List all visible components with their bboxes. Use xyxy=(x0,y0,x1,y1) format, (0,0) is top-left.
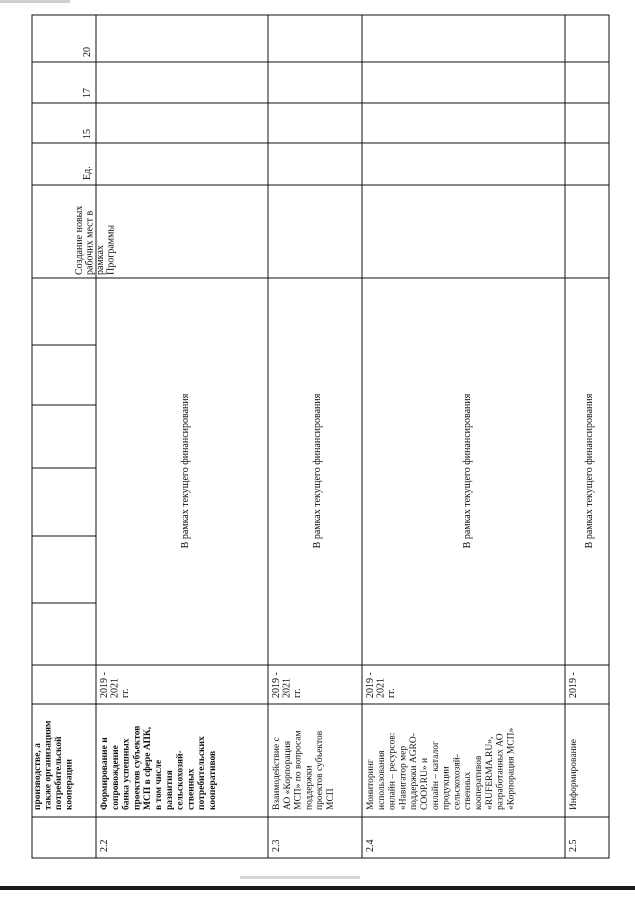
row-2-2-period: 2019 -2021гг. xyxy=(99,672,131,698)
row-2-5-name: Информирование xyxy=(569,738,579,810)
row-2-4-num: 2.4 xyxy=(365,839,376,852)
row-2-4-name: Мониторингиспользованияонлайн – ресурсов:«Навигатор мерподдержки AGRO-COOP.RU» ионлайн – каталогпродукциисельскохозяй-ственныхкооперативов«RUFERMA.RU»,разработанных АО«Корпорация МСП» xyxy=(366,727,517,810)
row-2-4-financing: В рамках текущего финансирования xyxy=(462,393,473,549)
row-2-3-period: 2019 -2021гг. xyxy=(271,672,303,698)
row-2-5-period: 2019 - xyxy=(568,672,579,698)
table-texts xyxy=(33,47,595,852)
row-2-4-period: 2019 -2021гг. xyxy=(365,672,397,698)
row-2-5-financing: В рамках текущего финансирования xyxy=(584,393,595,549)
scan-edge-bottom xyxy=(0,886,635,890)
value-cell-20: 20 xyxy=(82,47,93,57)
row-2-3-num: 2.3 xyxy=(271,839,282,852)
row-2-2-num: 2.2 xyxy=(99,839,110,852)
scan-shadow xyxy=(240,876,360,879)
row-2-2-financing: В рамках текущего финансирования xyxy=(180,393,191,549)
row-2-5-num: 2.5 xyxy=(568,839,579,852)
unit-cell: Ед. xyxy=(82,166,93,180)
header-name-text: производстве, атакже организациямпотребительскойкооперации xyxy=(33,720,75,810)
value-cell-17: 17 xyxy=(82,88,93,98)
row-2-2-name: Формирование исопровождениебанка успешныхпроектов субъектовМСП в сфере АПК,в том числеразвитиясельскохозяй-ственныхпотребительскихкооперативов xyxy=(100,725,218,810)
value-cell-15: 15 xyxy=(82,129,93,139)
indicator-cell: Создание новыхрабочих мест врамкахПрограммы xyxy=(74,205,117,275)
scan-edge-top xyxy=(0,0,70,3)
row-2-3-financing: В рамках текущего финансирования xyxy=(312,393,323,549)
row-2-3-name: Взаимодействие сАО «КорпорацияМСП» по вопросамподдержкипроектов субъектовМСП xyxy=(272,730,336,810)
